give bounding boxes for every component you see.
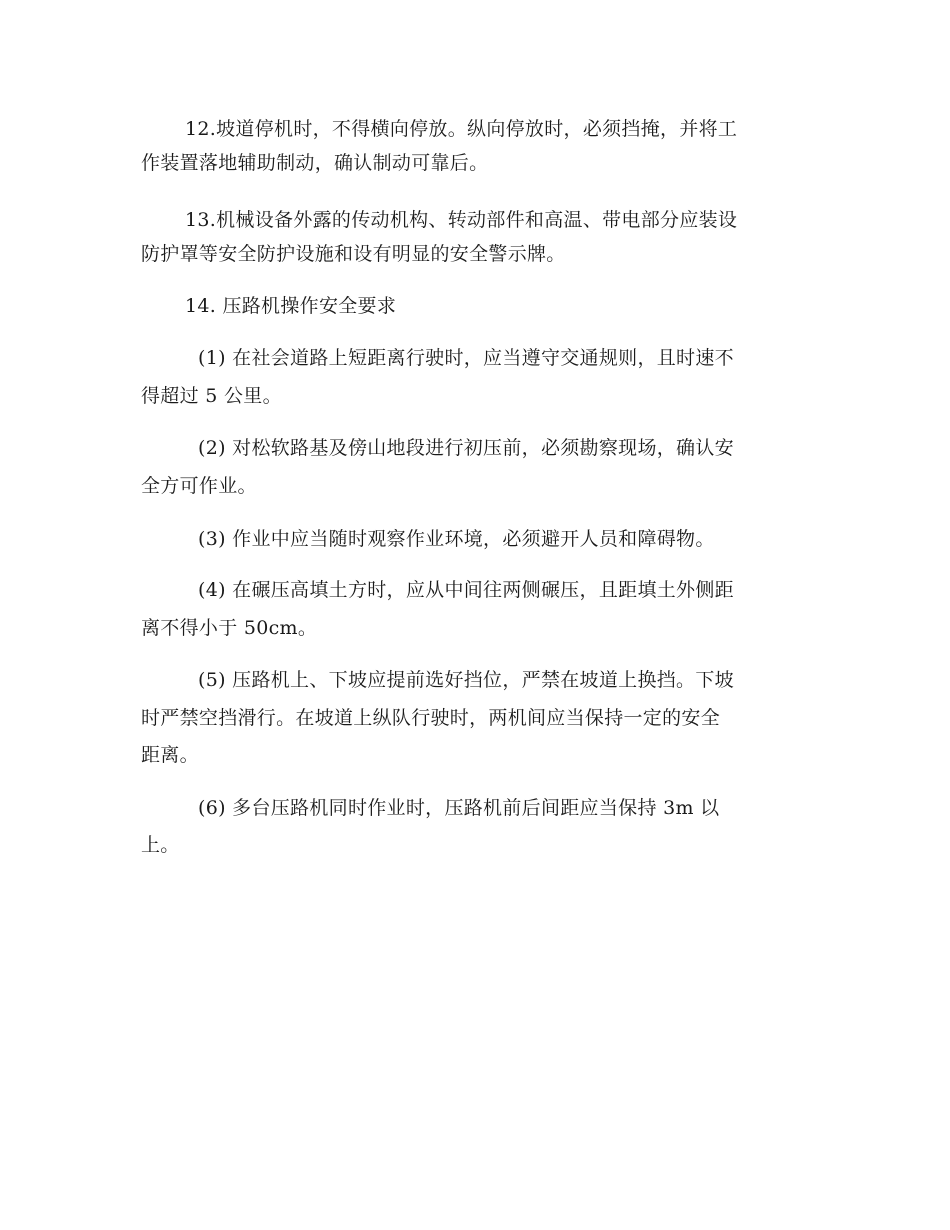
item-1-line-2: 得超过 5 公里。 xyxy=(141,385,282,407)
item-2-line-2: 全方可作业。 xyxy=(141,475,257,497)
item-5-line-3: 距离。 xyxy=(141,744,199,766)
paragraph-12-line-1: 12.坡道停机时，不得横向停放。纵向停放时，必须挡掩，并将工 xyxy=(185,118,738,140)
item-5-line-1: (5) 压路机上、下坡应提前选好挡位，严禁在坡道上换挡。下坡 xyxy=(198,669,734,691)
item-2-line-1: (2) 对松软路基及傍山地段进行初压前，必须勘察现场，确认安 xyxy=(198,437,734,459)
paragraph-12-line-2: 作装置落地辅助制动，确认制动可靠后。 xyxy=(141,152,489,174)
paragraph-13-line-1: 13.机械设备外露的传动机构、转动部件和高温、带电部分应装设 xyxy=(185,209,738,231)
item-3-line-1: (3) 作业中应当随时观察作业环境，必须避开人员和障碍物。 xyxy=(198,528,715,550)
item-6-line-1: (6) 多台压路机同时作业时，压路机前后间距应当保持 3m 以 xyxy=(198,797,720,819)
paragraph-13-line-2: 防护罩等安全防护设施和设有明显的安全警示牌。 xyxy=(141,243,566,265)
item-4-line-1: (4) 在碾压高填土方时，应从中间往两侧碾压，且距填土外侧距 xyxy=(198,579,734,601)
item-5-line-2: 时严禁空挡滑行。在坡道上纵队行驶时，两机间应当保持一定的安全 xyxy=(141,707,721,729)
item-4-line-2: 离不得小于 50cm。 xyxy=(141,617,318,639)
item-6-line-2: 上。 xyxy=(141,834,180,856)
paragraph-14-heading: 14. 压路机操作安全要求 xyxy=(185,295,397,317)
item-1-line-1: (1) 在社会道路上短距离行驶时，应当遵守交通规则，且时速不 xyxy=(198,347,734,369)
